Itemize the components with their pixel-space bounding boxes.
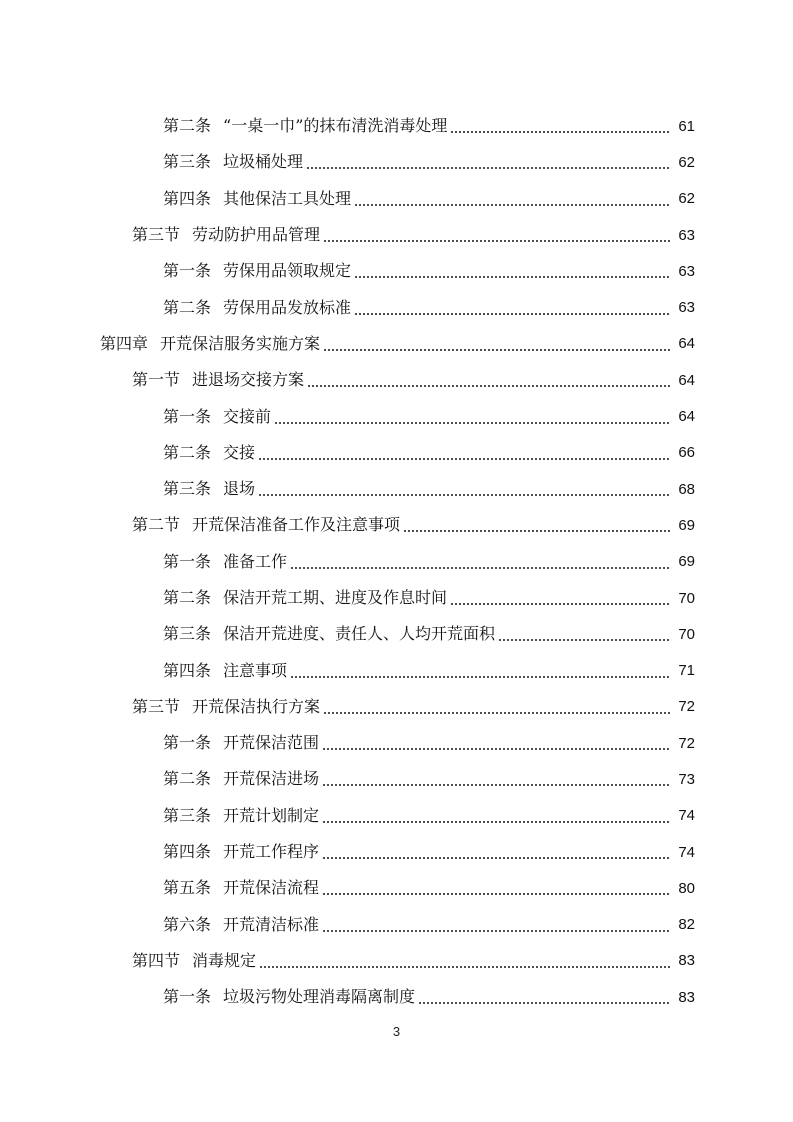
toc-entry-page: 64 <box>678 335 695 353</box>
toc-dot-leader <box>323 712 671 714</box>
toc-entry-number: 第一条 <box>163 406 212 426</box>
toc-entry[interactable] <box>0 471 793 507</box>
toc-entry-number: 第二条 <box>163 769 212 789</box>
toc-entry-page: 64 <box>678 408 695 426</box>
toc-dot-leader <box>354 204 671 206</box>
toc-entry-page: 80 <box>678 879 695 897</box>
toc-entry-page: 66 <box>678 444 695 462</box>
toc-entry[interactable] <box>0 761 793 797</box>
toc-entry-page: 74 <box>678 807 695 825</box>
toc-entry-title: 劳保用品领取规定 <box>223 261 352 281</box>
toc-dot-leader <box>258 458 671 460</box>
toc-entry[interactable] <box>0 979 793 1015</box>
toc-entry-page: 71 <box>678 662 695 680</box>
toc-dot-leader <box>258 494 671 496</box>
toc-entry-title: 劳保用品发放标准 <box>223 297 352 317</box>
toc-entry[interactable] <box>0 435 793 471</box>
toc-entry-number: 第三条 <box>163 479 212 499</box>
toc-entry-number: 第五条 <box>163 878 212 898</box>
toc-entry-number: 第四条 <box>163 842 212 862</box>
toc-entry[interactable] <box>0 326 793 362</box>
toc-entry-title: 准备工作 <box>223 551 288 571</box>
toc-entry-title: “一桌一巾”的抹布清洗消毒处理 <box>223 116 448 136</box>
toc-dot-leader <box>450 603 671 605</box>
toc-entry-title: 保洁开荒工期、进度及作息时间 <box>223 588 448 607</box>
toc-entry[interactable] <box>0 580 793 616</box>
toc-dot-leader <box>323 240 671 242</box>
toc-entry-number: 第一节 <box>132 370 181 390</box>
toc-entry-number: 第二条 <box>163 442 212 462</box>
toc-entry-number: 第三节 <box>132 696 181 716</box>
toc-entry-page: 70 <box>678 589 695 607</box>
toc-entry-page: 62 <box>678 153 695 171</box>
toc-dot-leader <box>259 966 671 968</box>
toc-dot-leader <box>403 530 671 532</box>
toc-entry-number: 第二节 <box>132 515 181 535</box>
toc-entry-number: 第六条 <box>163 914 212 934</box>
toc-entry-number: 第一条 <box>163 551 212 571</box>
toc-dot-leader <box>274 422 671 424</box>
toc-entry[interactable] <box>0 725 793 761</box>
toc-entry-number: 第二条 <box>163 116 212 136</box>
toc-entry[interactable] <box>0 943 793 979</box>
toc-entry-title: 开荒保洁执行方案 <box>192 696 321 716</box>
toc-dot-leader <box>450 131 671 133</box>
toc-entry-title: 开荒工作程序 <box>223 842 320 862</box>
toc-entry[interactable] <box>0 907 793 943</box>
toc-entry-number: 第三节 <box>132 225 181 245</box>
toc-entry[interactable] <box>0 108 793 144</box>
toc-entry[interactable] <box>0 289 793 325</box>
toc-entry-page: 73 <box>678 770 695 788</box>
toc-dot-leader <box>322 784 671 786</box>
toc-entry-page: 70 <box>678 625 695 643</box>
toc-entry-title: 垃圾桶处理 <box>223 152 304 172</box>
toc-entry-number: 第四条 <box>163 188 212 208</box>
toc-entry-number: 第三条 <box>163 624 212 644</box>
toc-entry-page: 63 <box>678 299 695 317</box>
toc-dot-leader <box>307 385 671 387</box>
toc-entry-page: 72 <box>678 698 695 716</box>
toc-entry-title: 交接 <box>223 442 256 462</box>
toc-entry-title: 保洁开荒进度、责任人、人均开荒面积 <box>223 624 496 644</box>
toc-entry-number: 第三条 <box>163 152 212 172</box>
toc-entry-page: 64 <box>678 371 695 389</box>
toc-entry-page: 63 <box>678 262 695 280</box>
toc-entry-title: 注意事项 <box>223 660 288 680</box>
toc-entry[interactable] <box>0 689 793 725</box>
toc-entry-page: 68 <box>678 480 695 498</box>
toc-entry-title: 开荒保洁服务实施方案 <box>160 333 321 353</box>
toc-dot-leader <box>322 893 671 895</box>
toc-entry-number: 第四节 <box>132 950 181 970</box>
toc-dot-leader <box>290 676 671 678</box>
toc-entry[interactable] <box>0 181 793 217</box>
toc-entry[interactable] <box>0 217 793 253</box>
toc-entry-page: 69 <box>678 553 695 571</box>
toc-dot-leader <box>418 1002 671 1004</box>
toc-entry[interactable] <box>0 144 793 180</box>
toc-entry-page: 72 <box>678 734 695 752</box>
toc-dot-leader <box>322 857 671 859</box>
toc-entry[interactable] <box>0 507 793 543</box>
toc-entry-page: 61 <box>678 117 695 135</box>
toc-entry-title: 开荒保洁准备工作及注意事项 <box>192 515 401 535</box>
toc-entry-title: 开荒清洁标准 <box>223 914 320 934</box>
toc-entry-title: 劳动防护用品管理 <box>192 225 321 245</box>
toc-entry-title: 消毒规定 <box>192 950 257 970</box>
toc-entry-title: 开荒保洁流程 <box>223 878 320 898</box>
toc-entry-title: 退场 <box>223 479 256 499</box>
toc-dot-leader <box>323 349 671 351</box>
toc-entry-number: 第一条 <box>163 261 212 281</box>
toc-entry[interactable] <box>0 362 793 398</box>
toc-entry-page: 83 <box>678 952 695 970</box>
toc-dot-leader <box>322 821 671 823</box>
toc-entry[interactable] <box>0 616 793 652</box>
toc-entry-number: 第三条 <box>163 805 212 825</box>
toc-dot-leader <box>290 567 671 569</box>
toc-entry-title: 开荒保洁进场 <box>223 769 320 789</box>
toc-entry[interactable] <box>0 398 793 434</box>
toc-entry[interactable] <box>0 652 793 688</box>
toc-entry-page: 63 <box>678 226 695 244</box>
toc-entry-page: 69 <box>678 516 695 534</box>
toc-entry-number: 第四条 <box>163 660 212 680</box>
toc-entry-number: 第四章 <box>100 333 149 353</box>
toc-entry-page: 82 <box>678 916 695 934</box>
toc-entry-title: 开荒计划制定 <box>223 805 320 825</box>
table-of-contents <box>0 108 793 1015</box>
toc-entry[interactable] <box>0 544 793 580</box>
toc-entry-title: 其他保洁工具处理 <box>223 188 352 208</box>
toc-entry-page: 74 <box>678 843 695 861</box>
toc-dot-leader <box>354 313 671 315</box>
toc-dot-leader <box>322 930 671 932</box>
toc-dot-leader <box>354 276 671 278</box>
toc-entry-title: 开荒保洁范围 <box>223 733 320 753</box>
toc-entry-number: 第二条 <box>163 588 212 607</box>
toc-entry-title: 垃圾污物处理消毒隔离制度 <box>223 987 416 1007</box>
toc-entry-page: 83 <box>678 988 695 1006</box>
page-number: 3 <box>392 1024 401 1039</box>
toc-dot-leader <box>322 748 671 750</box>
toc-entry-page: 62 <box>678 190 695 208</box>
toc-entry[interactable] <box>0 798 793 834</box>
toc-entry-number: 第一条 <box>163 987 212 1007</box>
toc-entry-title: 进退场交接方案 <box>192 370 305 390</box>
toc-entry[interactable] <box>0 253 793 289</box>
toc-dot-leader <box>306 167 671 169</box>
toc-entry-number: 第二条 <box>163 297 212 317</box>
toc-dot-leader <box>498 639 671 641</box>
toc-entry-number: 第一条 <box>163 733 212 753</box>
toc-entry-title: 交接前 <box>223 406 272 426</box>
toc-entry[interactable] <box>0 834 793 870</box>
toc-entry[interactable] <box>0 870 793 906</box>
